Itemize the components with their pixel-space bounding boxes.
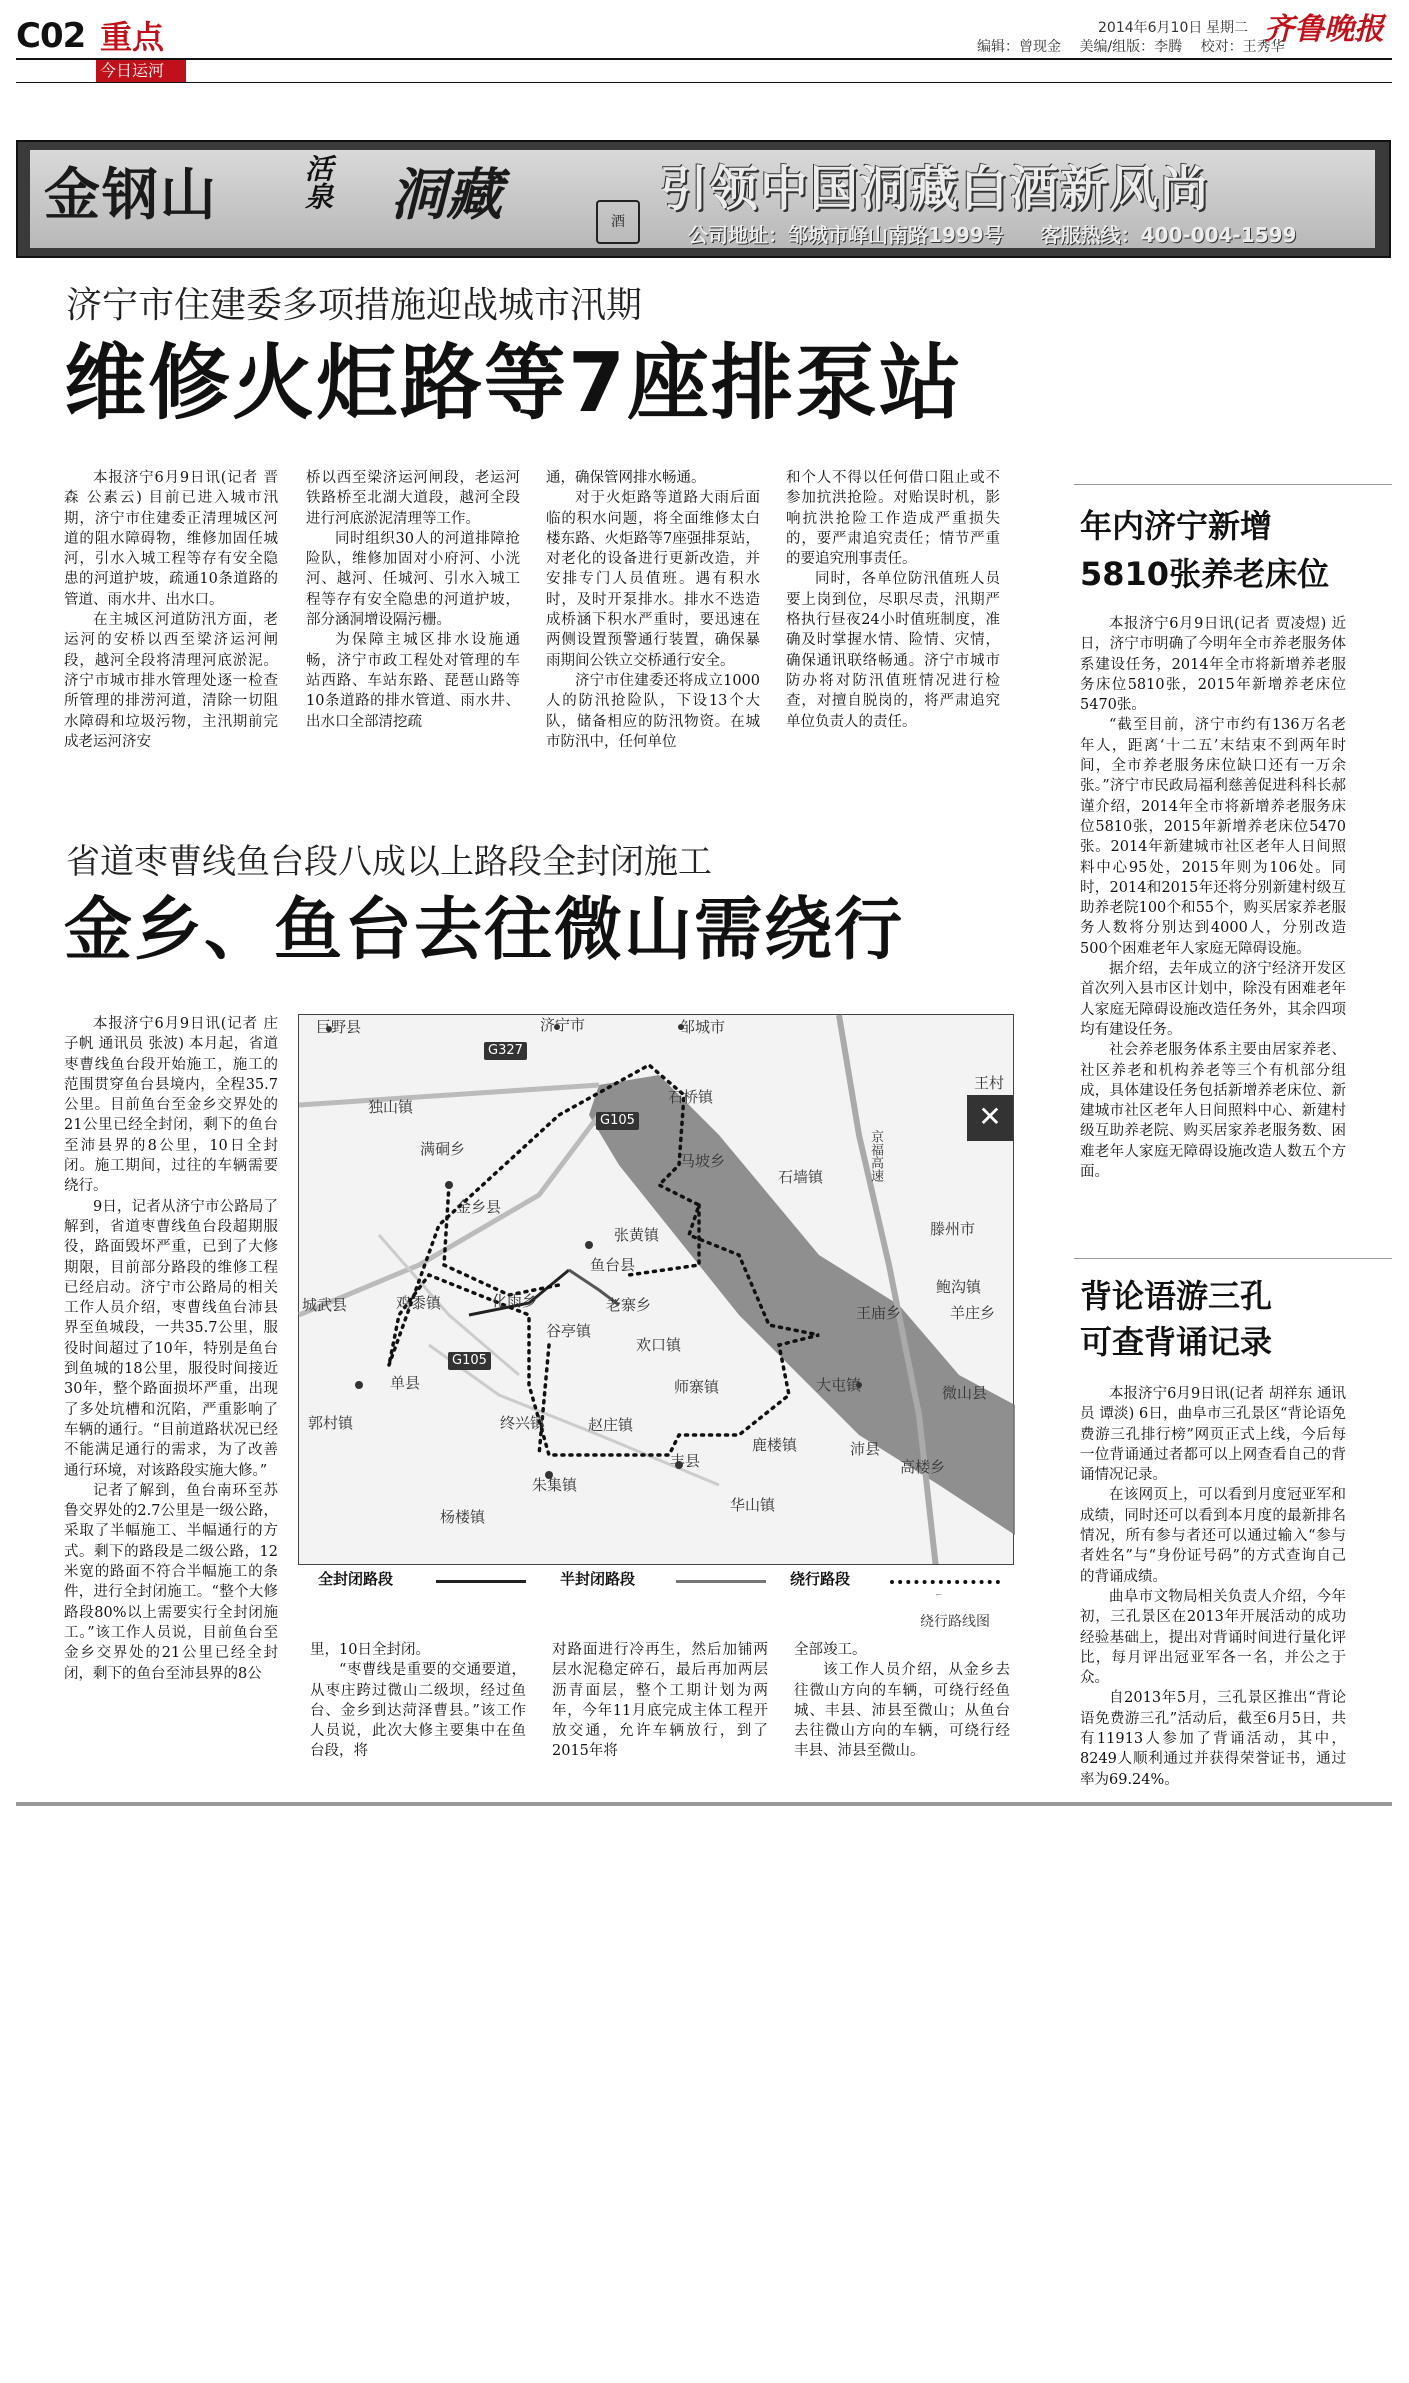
map-label: 济宁市: [540, 1016, 586, 1034]
map-label: 城武县: [302, 1296, 348, 1314]
page-bottom-divider: [16, 1802, 1392, 1806]
road-badge: G105: [448, 1352, 491, 1370]
story1-column-4: [786, 468, 1000, 798]
brief-divider: [1074, 1258, 1392, 1259]
ad-brand: 金钢山: [44, 162, 218, 228]
map-label: 终兴镇: [500, 1414, 546, 1432]
map-legend: [298, 1564, 1014, 1594]
legend-half-closed-swatch: [676, 1580, 766, 1583]
map-label: 王村: [974, 1074, 1005, 1092]
map-label: 石墙镇: [778, 1168, 824, 1186]
map-label: 杨楼镇: [440, 1508, 486, 1526]
ad-brand-script: 活泉: [301, 154, 334, 210]
brief2-body: [1080, 1384, 1346, 1788]
brief1-title-line2: 5810张养老床位: [1080, 555, 1330, 593]
map-label: 沛县: [850, 1440, 881, 1458]
story1-headline: 维修火炬路等7座排泵站: [64, 336, 964, 431]
publication-weekday: 星期二: [1206, 20, 1248, 36]
map-label: 邹城市: [680, 1018, 726, 1036]
paragraph: 里，10日全封闭。: [310, 1642, 430, 1658]
map-label: 鸡黍镇: [396, 1294, 442, 1312]
map-caption: 绕行路线图: [920, 1614, 990, 1630]
paragraph: 济宁市住建委还将成立1000人的防汛抢险队，下设13个大队，储备相应的防汛物资。在城市防汛中，任何单位: [546, 672, 760, 750]
paragraph: 对路面进行冷再生，然后加铺两层水泥稳定碎石，最后再加两层沥青面层，整个工期计划为两年，今年11月底完成主体工程开放交通，允许车辆放行，到了2015年将: [552, 1642, 768, 1760]
map-label: 单县: [390, 1374, 421, 1392]
credit-editor: 编辑：曾现金: [977, 39, 1061, 55]
map-label: 华山镇: [730, 1496, 776, 1514]
paragraph: 该工作人员介绍，从金乡去往微山方向的车辆，可绕行经鱼城、丰县、沛县至微山；从鱼台去往微山方向的车辆，可绕行经丰县、沛县至微山。: [794, 1662, 1010, 1760]
story2-column-4: [794, 1640, 1010, 1790]
brief1-body: [1080, 614, 1346, 1259]
map-label: 朱集镇: [532, 1476, 578, 1494]
map-label: 郭村镇: [308, 1414, 354, 1432]
ad-contact: [688, 222, 1326, 248]
legend-detour-label: 绕行路段: [790, 1570, 851, 1588]
paragraph: 对于火炬路等道路大雨后面临的积水问题，将全面维修太白楼东路、火炬路等7座强排泵站，对老化的设备进行更新改造，并安排专门人员值班。遇有积水时，及时开泵排水。排水不迭造成桥涵下积水严重时，要迅速在两侧设置预警通行装置，确保暴雨期间公铁立交桥通行安全。: [546, 490, 760, 669]
map-label: 京福高速: [868, 1130, 883, 1182]
credit-designer: 美编/组版：李腾: [1079, 39, 1183, 55]
map-label: 石桥镇: [668, 1088, 714, 1106]
paragraph: 9日，记者从济宁市公路局了解到，省道枣曹线鱼台段超期服役，路面毁坏严重，已到了大修期限，目前部分路段的维修工程已经启动。济宁市公路局的相关工作人员介绍，枣曹线鱼台沛县界至鱼城段，一共35.7公里，服役时间超过了10年，特别是鱼台到鱼城的18公里，服役时间接近30年，整个路面损坏严重，出现了多处坑槽和沉陷，严重影响了车辆的通行。“目前道路状况已经不能满足通行的需求，为了改善通行环境，对该路段实施大修。”: [64, 1198, 278, 1479]
paragraph: “截至目前，济宁市约有136万名老年人，距离‘十二五’末结束不到两年时间，全市养老服务床位缺口还有一万余张。”济宁市民政局福利慈善促进科科长郝谨介绍，2014年全市将新增养老服务床位5810张，2015年新增养老床位5470张。2014年新建城市社区老年人日间照料中心95处，2015年则为106处。同时，2014和2015年还将分别新建村级互助养老院100个和55个，购买居家养老服务人数将分别达到4000人，分别改造500个困难老年人家庭无障碍设施。: [1080, 717, 1346, 957]
map-label: 巨野县: [316, 1018, 362, 1036]
section-title: 重点: [100, 18, 165, 56]
map-label: 丰县: [670, 1452, 701, 1470]
map-label: 金乡县: [456, 1198, 502, 1216]
road-badge: G327: [484, 1042, 527, 1060]
paragraph: 和个人不得以任何借口阻止或不参加抗洪抢险。对贻误时机，影响抗洪抢险工作造成严重损失的，要严肃追究责任；情节严重的要追究刑事责任。: [786, 470, 1000, 568]
paragraph: 自2013年5月，三孔景区推出“背论语免费游三孔”活动后，截至6月5日，共有11913人参加了背诵活动，其中，8249人顺利通过并获得荣誉证书，通过率为69.24%。: [1080, 1690, 1346, 1788]
paragraph: 本报济宁6月9日讯(记者 胡祥东 通讯员 谭淡) 6日，曲阜市三孔景区“背论语免费游三孔排行榜”网页正式上线，今后每一位背诵通过者都可以上网查看自己的背诵情况记录。: [1080, 1386, 1346, 1484]
paragraph: 在主城区河道防汛方面，老运河的安桥以西至梁济运河闸段，越河全段将清理河底淤泥。济宁市城市排水管理处逐一检查所管理的排涝河道，清除一切阻水障碍和垃圾污物，主汛期前完成老运河济安: [64, 612, 278, 750]
header-divider: [16, 58, 1392, 60]
map-label: 满硐乡: [420, 1140, 466, 1158]
ad-seal-icon: 酒: [596, 200, 640, 244]
story1-kicker: 济宁市住建委多项措施迎战城市汛期: [66, 285, 643, 326]
map-label: 谷亭镇: [546, 1322, 592, 1340]
paragraph: 通，确保管网排水畅通。: [546, 470, 706, 486]
ad-hotline: 客服热线：400-004-1599: [1040, 223, 1297, 247]
ad-product-name: 洞藏: [390, 162, 502, 228]
legend-closed-label: 全封闭路段: [318, 1570, 394, 1588]
map-label: 老寨乡: [606, 1296, 652, 1314]
map-label: 鹿楼镇: [752, 1436, 798, 1454]
story2-column-3: [552, 1640, 768, 1790]
map-label: 鱼台县: [590, 1256, 636, 1274]
brief1-title-line1: 年内济宁新增: [1080, 507, 1273, 545]
map-label: 大屯镇: [816, 1376, 862, 1394]
map-label: 张黄镇: [614, 1226, 660, 1244]
story1-column-1: [64, 468, 278, 798]
paragraph: 曲阜市文物局相关负责人介绍，今年初，三孔景区在2013年开展活动的成功经验基础上，提出对背诵时间进行量化评比，每月评出冠亚军各一名，并公之于众。: [1080, 1588, 1346, 1687]
paragraph: “枣曹线是重要的交通要道，从枣庄跨过微山二级坝，经过鱼台、金乡到达菏泽曹县。”该工作人员说，此次大修主要集中在鱼台段，将: [310, 1662, 526, 1760]
story2-column-2: [310, 1640, 526, 1790]
map-label: 羊庄乡: [950, 1304, 996, 1322]
map-label: 化雨乡: [492, 1292, 538, 1310]
brief-divider: [1074, 484, 1392, 485]
road-badge: G105: [596, 1112, 639, 1130]
brief2-title-line1: 背论语游三孔: [1080, 1277, 1273, 1315]
legend-detour-swatch: [890, 1580, 1000, 1584]
map-label: 鲍沟镇: [936, 1278, 982, 1296]
newspaper-logo: 齐鲁晚报: [1264, 12, 1384, 47]
sub-section-label: 今日运河: [100, 61, 165, 80]
map-label: 师寨镇: [674, 1378, 720, 1396]
header-bottom-divider: [16, 82, 1392, 83]
road-g327: [299, 1085, 599, 1105]
paragraph: 据介绍，去年成立的济宁经济开发区首次列入县市区计划中，除没有困难老年人家庭无障碍设施改造任务外，其余四项均有建设任务。: [1080, 961, 1346, 1038]
map-label: 滕州市: [930, 1220, 976, 1238]
map-label: 独山镇: [368, 1098, 414, 1116]
story1-column-3: [546, 468, 760, 798]
paragraph: 记者了解到，鱼台南环至苏鲁交界处的2.7公里是一级公路，采取了半幅施工、半幅通行的方式。剩下的路段是二级公路，12米宽的路面不符合半幅施工的条件，进行全封闭施工。“整个大修路段80%以上需要实行全封闭施工。”该工作人员说，目前鱼台至金乡交界处的21公里已经全封闭，剩下的鱼台至沛县界的8公: [64, 1482, 278, 1682]
paragraph: 桥以西至梁济运河闸段，老运河铁路桥至北湖大道段，越河全段进行河底淤泥清理等工作。: [306, 470, 520, 527]
map-label: 欢口镇: [636, 1336, 682, 1354]
map-label: 高楼乡: [900, 1458, 946, 1476]
paragraph: 为保障主城区排水设施通畅，济宁市政工程处对管理的车站西路、车站东路、琵琶山路等10条道路的排水管道、雨水井、出水口全部清挖疏: [306, 632, 520, 730]
paragraph: 社会养老服务体系主要由居家养老、社区养老和机构养老等三个有机部分组成，具体建设任务包括新增养老床位、新建城市社区老年人日间照料中心、新建村级互助养老院、购买居家养老服务数、困难老年人家庭无障碍设施改造人数五个方面。: [1080, 1042, 1346, 1181]
story2-column-1: [64, 1014, 278, 1790]
map-label: 马坡乡: [680, 1152, 726, 1170]
publication-date: 2014年6月10日: [1098, 20, 1203, 36]
paragraph: 本报济宁6月9日讯(记者 庄子帆 通讯员 张波) 本月起，省道枣曹线鱼台段开始施工，施工的范围贯穿鱼台县境内，全程35.7公里。目前鱼台至金乡交界处的21公里已经全封闭，剩下的鱼台至沛县界的8公里，10日全封闭。施工期间，过往的车辆需要绕行。: [64, 1016, 278, 1195]
story2-kicker: 省道枣曹线鱼台段八成以上路段全封闭施工: [66, 842, 712, 882]
map-label: 王庙乡: [856, 1304, 902, 1322]
paragraph: 同时组织30人的河道排障抢险队，维修加固对小府河、小洸河、越河、任城河、引水入城工程等存有安全隐患的河道护坡，部分涵洞增设隔污栅。: [306, 530, 520, 629]
story2-headline: 金乡、鱼台去往微山需绕行: [64, 891, 905, 970]
brief2-title-line2: 可查背诵记录: [1080, 1323, 1273, 1361]
paragraph: 本报济宁6月9日讯(记者 晋森 公素云) 目前已进入城市汛期，济宁市住建委正清理城区河道的阻水障碍物，维修加固任城河，引水入城工程等存有安全隐患的河道护坡，疏通10条道路的管道、雨水井、出水口。: [64, 470, 278, 608]
map-label: 赵庄镇: [588, 1416, 634, 1434]
legend-half-closed-label: 半封闭路段: [560, 1570, 636, 1588]
paragraph: 全部竣工。: [794, 1642, 867, 1658]
paragraph: 在该网页上，可以看到月度冠亚军和成绩，同时还可以看到本月度的最新排名情况，所有参与者还可以通过输入“参与者姓名”与“身份证号码”的方式查询自己的背诵成绩。: [1080, 1487, 1346, 1585]
staff-credits: [977, 38, 1299, 56]
ad-slogan: 引领中国洞藏白酒新风尚: [660, 161, 1211, 217]
story1-column-2: [306, 468, 520, 798]
page-number: C02: [16, 16, 86, 56]
ad-address: 公司地址：邹城市峄山南路1999号: [688, 223, 1004, 247]
paragraph: 同时，各单位防汛值班人员要上岗到位，尽职尽责，汛期严格执行昼夜24小时值班制度，准确及时掌握水情、险情、灾情，确保通讯联络畅通。济宁市城市防办将对防汛值班情况进行检查，对擅自脱岗的，将严肃追究单位负责人的责任。: [786, 571, 1000, 730]
close-icon: ✕: [967, 1095, 1013, 1141]
paragraph: 本报济宁6月9日讯(记者 贾凌煜) 近日，济宁市明确了今明年全市养老服务体系建设任务，2014年全市将新增养老服务床位5810张，2015年新增养老床位5470张。: [1080, 616, 1346, 714]
credit-proofreader: 校对：王秀华: [1200, 39, 1285, 55]
legend-closed-swatch: [436, 1580, 526, 1583]
map-label: 微山县: [942, 1384, 988, 1402]
